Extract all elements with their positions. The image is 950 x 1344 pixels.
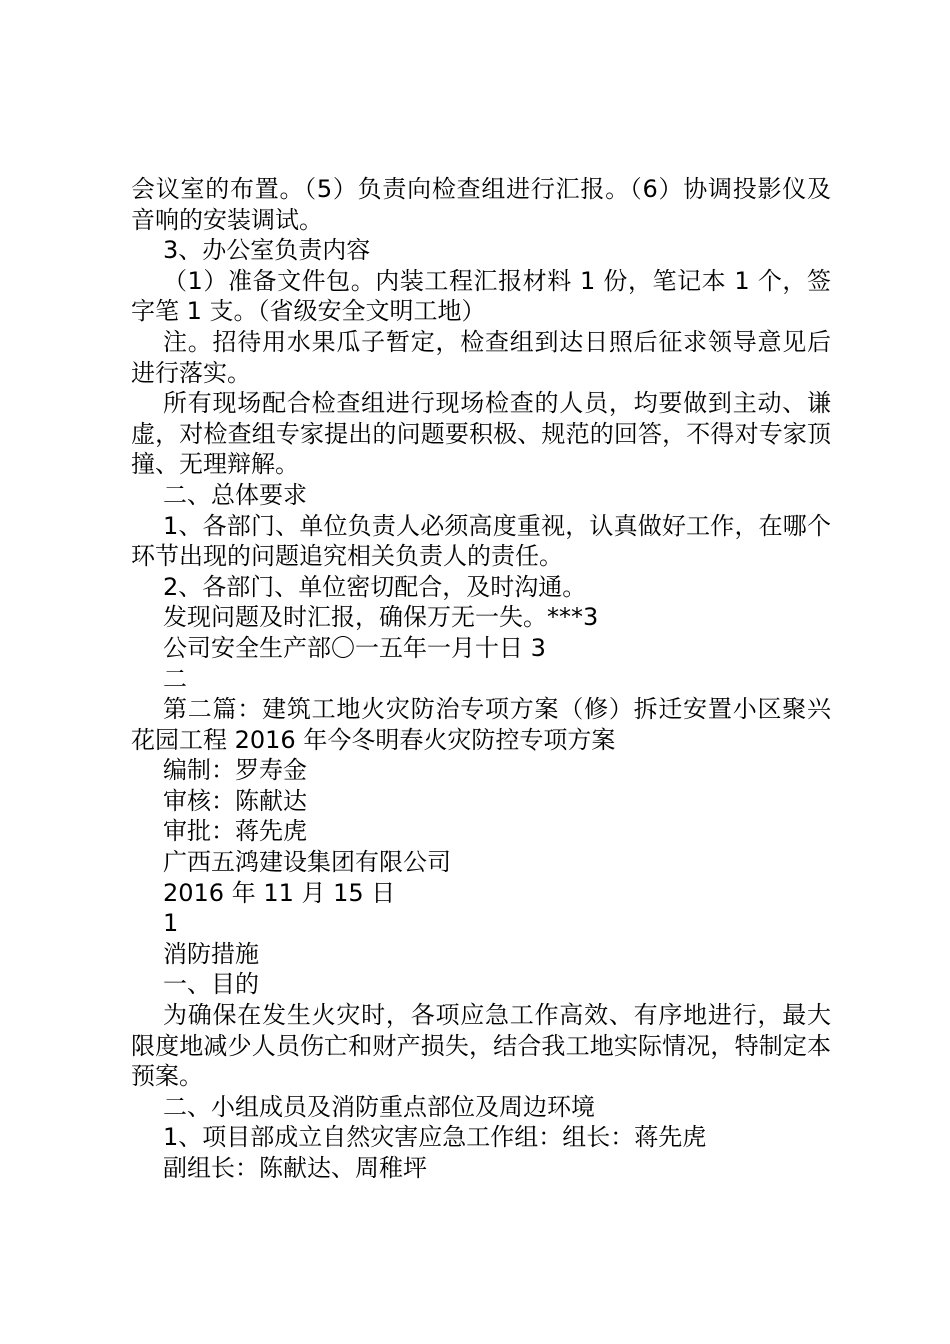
heading-purpose: 一、目的 bbox=[163, 970, 259, 999]
paragraph-section-mark: 二 bbox=[163, 664, 187, 693]
paragraph-company-name: 广西五鸿建设集团有限公司 bbox=[163, 848, 451, 877]
paragraph-requirement-1: 1、各部门、单位负责人必须高度重视，认真做好工作，在哪个环节出现的问题追究相关负责人的责任。 bbox=[131, 511, 831, 571]
heading-second-chapter: 第二篇：建筑工地火灾防治专项方案（修）拆迁安置小区聚兴花园工程 2016 年今冬明春火灾防控专项方案 bbox=[131, 695, 831, 754]
paragraph-compiled-by: 编制：罗寿金 bbox=[163, 756, 307, 785]
paragraph-signature-date: 公司安全生产部〇一五年一月十日 3 bbox=[163, 633, 546, 662]
heading-general-requirements: 二、总体要求 bbox=[163, 480, 307, 509]
paragraph-report-issues: 发现问题及时汇报，确保万无一失。***3 bbox=[163, 603, 599, 632]
heading-team-members: 二、小组成员及消防重点部位及周边环境 bbox=[163, 1092, 595, 1121]
paragraph-requirement-2: 2、各部门、单位密切配合，及时沟通。 bbox=[163, 572, 587, 601]
heading-fire-measures: 消防措施 bbox=[163, 939, 259, 968]
paragraph-approved-by: 审批：蒋先虎 bbox=[163, 817, 307, 846]
paragraph-reviewed-by: 审核：陈献达 bbox=[163, 786, 307, 815]
paragraph-doc-date: 2016 年 11 月 15 日 bbox=[163, 878, 396, 907]
heading-office-duties: 3、办公室负责内容 bbox=[163, 236, 371, 265]
paragraph-purpose-text: 为确保在发生火灾时，各项应急工作高效、有序地进行，最大限度地减少人员伤亡和财产损失，结合我工地实际情况，特制定本预案。 bbox=[131, 1001, 831, 1091]
paragraph-deputy-leader: 副组长：陈献达、周稚坪 bbox=[163, 1154, 427, 1182]
paragraph-note: 注。招待用水果瓜子暂定，检查组到达日照后征求领导意见后进行落实。 bbox=[131, 327, 831, 387]
paragraph-page-number: 1 bbox=[163, 909, 179, 938]
paragraph-file-package: （1）准备文件包。内装工程汇报材料 1 份，笔记本 1 个，签字笔 1 支。（省级安全文明工地） bbox=[131, 266, 831, 326]
document-page bbox=[131, 174, 831, 1184]
paragraph-team-leader: 1、项目部成立自然灾害应急工作组：组长：蒋先虎 bbox=[163, 1123, 707, 1152]
paragraph-meeting-room: 会议室的布置。（5）负责向检查组进行汇报。（6）协调投影仪及音响的安装调试。 bbox=[131, 175, 831, 234]
paragraph-site-staff: 所有现场配合检查组进行现场检查的人员，均要做到主动、谦虚，对检查组专家提出的问题要积极、规范的回答，不得对专家顶撞、无理辩解。 bbox=[131, 389, 831, 479]
